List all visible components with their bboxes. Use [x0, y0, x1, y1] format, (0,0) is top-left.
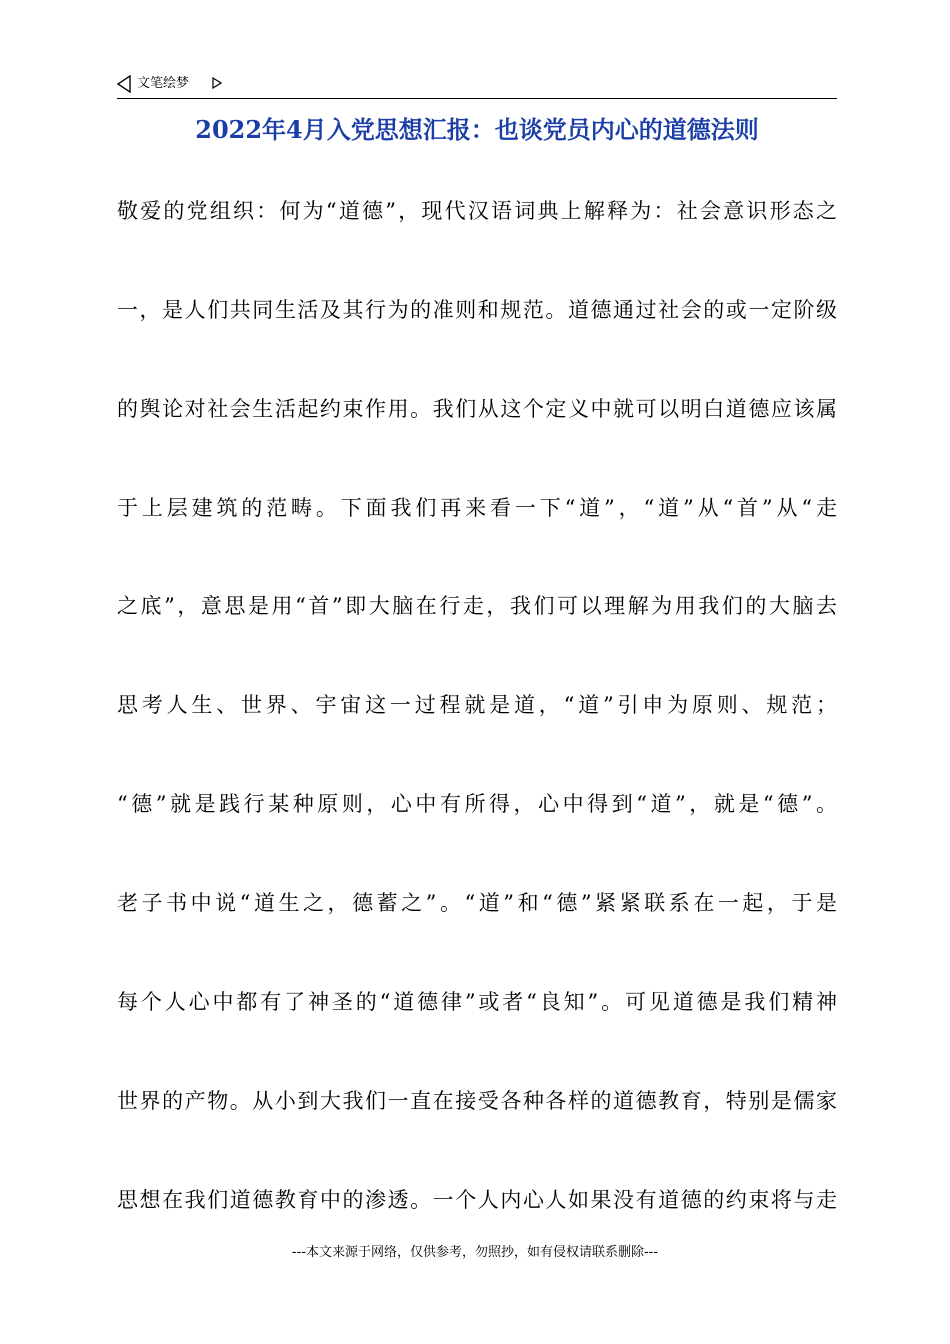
body-line-3: 的舆论对社会生活起约束作用。我们从这个定义中就可以明白道德应该属	[117, 397, 837, 421]
body-line-7: “德”就是践行某种原则，心中有所得，心中得到“道”，就是“德”。	[117, 792, 837, 816]
document-title: 2022年4月入党思想汇报：也谈党员内心的道德法则	[195, 115, 759, 144]
page-header	[117, 72, 837, 99]
body-line-5: 之底”，意思是用“首”即大脑在行走，我们可以理解为用我们的大脑去	[117, 594, 837, 618]
body-line-6: 思考人生、世界、宇宙这一过程就是道，“道”引申为原则、规范；	[117, 693, 837, 717]
triangle-left-icon	[117, 75, 131, 93]
body-line-11: 思想在我们道德教育中的渗透。一个人内心人如果没有道德的约束将与走	[117, 1188, 837, 1212]
body-line-8: 老子书中说“道生之，德蓄之”。“道”和“德”紧紧联系在一起，于是	[117, 891, 837, 915]
triangle-right-icon	[212, 77, 222, 89]
body-line-1: 敬爱的党组织：何为“道德”，现代汉语词典上解释为：社会意识形态之	[117, 199, 837, 223]
body-line-4: 于上层建筑的范畴。下面我们再来看一下“道”，“道”从“首”从“走	[117, 496, 837, 520]
header-brand: 文笔绘梦	[137, 76, 190, 91]
page-footer: ---本文来源于网络，仅供参考，勿照抄，如有侵权请联系删除---	[291, 1245, 659, 1260]
body-line-9: 每个人心中都有了神圣的“道德律”或者“良知”。可见道德是我们精神	[117, 990, 837, 1014]
body-line-10: 世界的产物。从小到大我们一直在接受各种各样的道德教育，特别是儒家	[117, 1089, 837, 1113]
body-line-2: 一，是人们共同生活及其行为的准则和规范。道德通过社会的或一定阶级	[117, 298, 837, 322]
